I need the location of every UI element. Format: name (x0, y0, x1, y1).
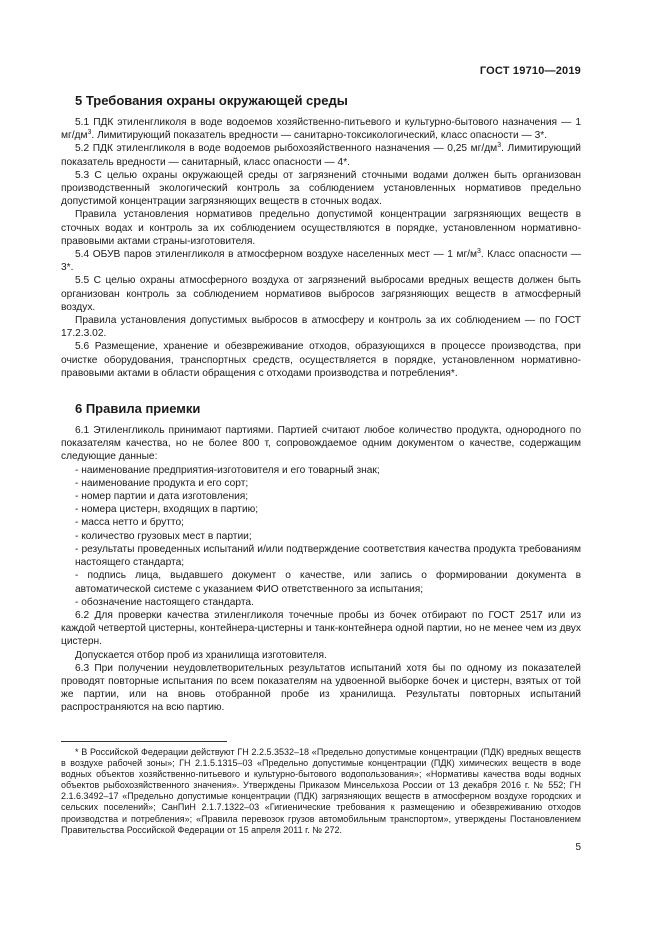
page-number: 5 (575, 842, 581, 853)
main-content (61, 92, 581, 715)
section-5-heading: 5 Требования охраны окружающей среды (75, 93, 348, 108)
paragraph-5-3-rules: Правила установления нормативов предельно допустимой концентрации загрязняющих веществ в сточных водах и контроль за их соблюдением осуществляются в порядке, установленном нормативно-правовыми актами страны-изготовителя. (61, 209, 581, 247)
footnote-text: * В Российской Федерации действуют ГН 2.2.5.3532–18 «Предельно допустимые концентрации (ПДК) вредных веществ в воздухе рабочей зоны»; ГН 2.1.5.1315–03 «Предельно допустимые концентрации (ПДК) химических веществ в воде водных объектов хозяйственно-питьевого и культурно-бытового водопользования»; «Нормативы качества воды водных объектов рыбохозяйственного значения». Утверждены Приказом Минсельхоза России от 13 декабря 2016 г. № 552; ГН 2.1.6.3492–17 «Предельно допустимые концентрации (ПДК) загрязняющих веществ в атмосферном воздухе городских и сельских поселений»; СанПиН 2.1.7.1322–03 «Гигиенические требования к размещению и обезвреживанию отходов производства и потребления»; «Правила перевозок грузов автомобильным транспортом», утверждены Постановлением Правительства Российской Федерации от 15 апреля 2011 г. № 272. (61, 747, 581, 835)
paragraph-5-6: 5.6 Размещение, хранение и обезвреживание отходов, образующихся в процессе производства, при очистке оборудования, транспортных средств, осуществляется в порядке, установленном нормативно-правовыми актами в области обращения с отходами производства и потребления*. (61, 341, 581, 379)
paragraph-6-1: 6.1 Этиленгликоль принимают партиями. Партией считают любое количество продукта, однородного по показателям качества, но не более 800 т, сопровождаемое одним документом о качестве, содержащим следующие данные: (61, 425, 581, 463)
list-item: - масса нетто и брутто; (61, 516, 581, 529)
section-6-heading: 6 Правила приемки (75, 401, 201, 417)
section-5-body (61, 116, 581, 380)
paragraph-6-2: 6.2 Для проверки качества этиленгликоля точечные пробы из бочек отбирают по ГОСТ 2517 или из каждой четвертой цистерны, контейнера-цистерны и танк-контейнера одной партии, но не менее чем из двух цистерн. (61, 609, 581, 648)
paragraph-6-2-sampling: Допускается отбор проб из хранилища изготовителя. (75, 649, 327, 661)
list-item: - обозначение настоящего стандарта. (61, 596, 581, 609)
list-item: - количество грузовых мест в партии; (61, 530, 581, 543)
paragraph-5-2: 5.2 ПДК этиленгликоля в воде водоемов рыбохозяйственного назначения — 0,25 $мг/дм^3$. Лимитирующий показатель вредности — санитарный, класс опасности — 4*. (61, 142, 582, 168)
section-6-body (61, 424, 581, 714)
list-item: - номер партии и дата изготовления; (61, 490, 581, 503)
list-item: - номера цистерн, входящих в партию; (61, 503, 581, 516)
list-item: - наименование продукта и его сорт; (61, 477, 581, 490)
list-item: - наименование предприятия-изготовителя и его товарный знак; (61, 464, 581, 477)
paragraph-5-5: 5.5 С целью охраны атмосферного воздуха от загрязнений выбросами вредных веществ должен быть организован контроль за соблюдением нормативов выбросов загрязняющих веществ в атмосферный воздух. (61, 275, 581, 313)
list-item: - подпись лица, выдавшего документ о качестве, или запись о формировании документа в автоматической системе с указанием ФИО ответственного за испытания; (61, 569, 581, 595)
footnote-divider (61, 741, 227, 742)
paragraph-5-4: 5.4 ОБУВ паров этиленгликоля в атмосферном воздухе населенных мест — 1 $мг/м^3$. Класс опасности — 3*. (61, 248, 581, 274)
quality-document-list (61, 464, 581, 609)
document-code-header: ГОСТ 19710—2019 (479, 65, 581, 77)
paragraph-5-3: 5.3 С целью охраны окружающей среды от загрязнений сточными водами должен быть организован производственный экологический контроль за соблюдением установленных нормативов предельно допустимой концентрации загрязняющих веществ в сточных водах. (61, 169, 581, 208)
paragraph-5-5-rules: Правила установления допустимых выбросов в атмосферу и контроль за их соблюдением — по ГОСТ 17.2.3.02. (61, 315, 581, 340)
footnote (61, 747, 581, 836)
paragraph-5-1: 5.1 ПДК этиленгликоля в воде водоемов хозяйственно-питьевого и культурно-бытового назначения — 1 $мг/дм^3$. Лимитирующий показатель вредности — санитарно-токсикологический, класс опасности — 3*. (61, 117, 581, 142)
list-item: - результаты проведенных испытаний и/или подтверждение соответствия качества продукта требованиям настоящего стандарта; (61, 543, 581, 569)
paragraph-6-3: 6.3 При получении неудовлетворительных результатов испытаний хотя бы по одному из показателей проводят повторные испытания по всем показателям на удвоенной выборке бочек и цистерн, взятых от той же партии, или на вновь отобранной пробе из хранилища. Результаты повторных испытаний распространяются на всю партию. (61, 662, 581, 714)
